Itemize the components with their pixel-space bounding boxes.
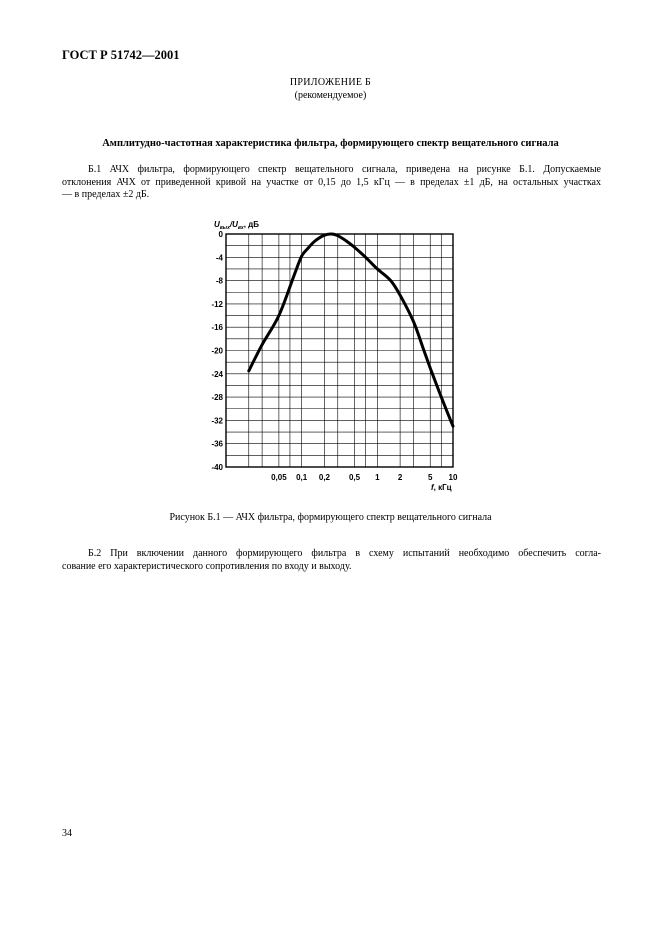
paragraph-b2-line: Б.2 При включении данного формирующего фильтра в схему испытаний необходимо обеспечить согла- — [88, 548, 601, 559]
y-tick-label: -28 — [211, 393, 223, 403]
x-tick-label: 5 — [427, 473, 433, 482]
y-tick-label: -16 — [211, 323, 223, 333]
document-code: ГОСТ Р 51742—2001 — [62, 48, 180, 62]
paragraph-b1-line: — в пределах ±2 дБ. — [62, 189, 150, 200]
y-tick-label: -8 — [215, 276, 223, 286]
frequency-response-chart — [200, 208, 465, 498]
y-tick-label: -12 — [211, 299, 223, 309]
x-axis-ticks — [271, 473, 458, 482]
y-axis-label: $U_{вых}/U_{вх}$, дБ — [214, 220, 259, 231]
page-number: 34 — [62, 828, 72, 839]
y-tick-label: -40 — [211, 463, 223, 472]
x-tick-label: 2 — [397, 473, 403, 482]
paragraph-b2 — [62, 548, 601, 573]
y-tick-label: -32 — [211, 416, 223, 426]
y-tick-label: 0 — [218, 230, 223, 239]
annex-title: ПРИЛОЖЕНИЕ Б — [289, 77, 372, 88]
x-tick-label: 0,2 — [318, 473, 331, 482]
paragraph-b1-line: Б.1 АЧХ фильтра, формирующего спектр вещательного сигнала, приведена на рисунке Б.1. Допускаемые — [88, 164, 601, 175]
x-tick-label: 1 — [375, 473, 380, 482]
y-tick-label: -24 — [211, 369, 223, 379]
y-axis-ticks — [211, 230, 223, 472]
section-heading: Амплитудно-частотная характеристика фильтра, формирующего спектр вещательного сигнала — [102, 138, 559, 149]
annex-subtitle: (рекомендуемое) — [294, 90, 367, 101]
x-axis-label: f, кГц — [431, 483, 452, 492]
x-tick-label: 10 — [448, 473, 458, 482]
x-tick-label: 0,05 — [271, 473, 287, 482]
figure-caption: Рисунок Б.1 — АЧХ фильтра, формирующего спектр вещательного сигнала — [169, 512, 492, 523]
x-tick-label: 0,5 — [348, 473, 361, 482]
paragraph-b2-line: сование его характеристического сопротивления по входу и выходу. — [62, 560, 352, 572]
x-tick-label: 0,1 — [296, 473, 308, 482]
paragraph-b1-line: отклонения АЧХ от приведенной кривой на участке от 0,15 до 1,5 кГц — в пределах ±1 дБ, на остальных участках — [62, 176, 601, 188]
y-tick-label: -20 — [211, 346, 223, 356]
paragraph-b1 — [62, 164, 601, 202]
y-tick-label: -36 — [211, 439, 223, 449]
y-tick-label: -4 — [215, 253, 223, 263]
